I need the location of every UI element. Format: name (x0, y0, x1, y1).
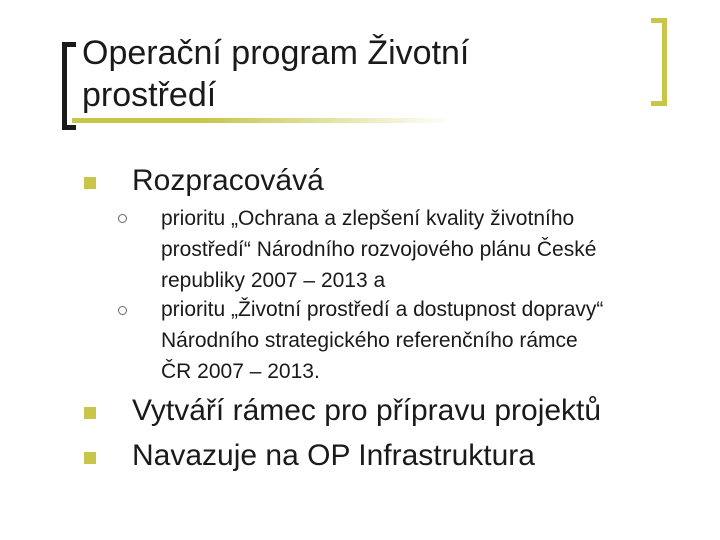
ring-bullet-icon (118, 306, 127, 315)
sub-bullet-1-line-1: prioritu „Ochrana a zlepšení kvality životního (161, 207, 575, 230)
sub-bullet-1-line-3: republiky 2007 – 2013 a (161, 269, 386, 292)
bullet-vytvari: Vytváří rámec pro přípravu projektů (132, 394, 602, 427)
title-line-1: Operační program Životní (82, 34, 470, 72)
sub-bullet-2-line-1: prioritu „Životní prostředí a dostupnost dopravy“ (161, 298, 604, 321)
sub-bullet-1-line-2: prostředí“ Národního rozvojového plánu České (161, 238, 597, 261)
square-bullet-icon (84, 177, 96, 189)
sub-bullet-2-line-3: ČR 2007 – 2013. (161, 360, 320, 383)
left-bracket-decoration (62, 42, 76, 130)
ring-bullet-icon (118, 214, 127, 223)
bullet-navazuje: Navazuje na OP Infrastruktura (132, 439, 535, 472)
square-bullet-icon (84, 407, 96, 419)
title-line-2: prostředí (82, 76, 217, 114)
sub-bullet-priority-2 (161, 294, 681, 387)
title-underline (72, 118, 452, 123)
square-bullet-icon (84, 452, 96, 464)
right-bracket-decoration (651, 18, 667, 106)
slide-title (82, 32, 622, 116)
sub-bullet-priority-1 (161, 203, 681, 296)
bullet-rozpracovava: Rozpracovává (132, 164, 324, 197)
sub-bullet-2-line-2: Národního strategického referenčního rámce (161, 329, 578, 352)
